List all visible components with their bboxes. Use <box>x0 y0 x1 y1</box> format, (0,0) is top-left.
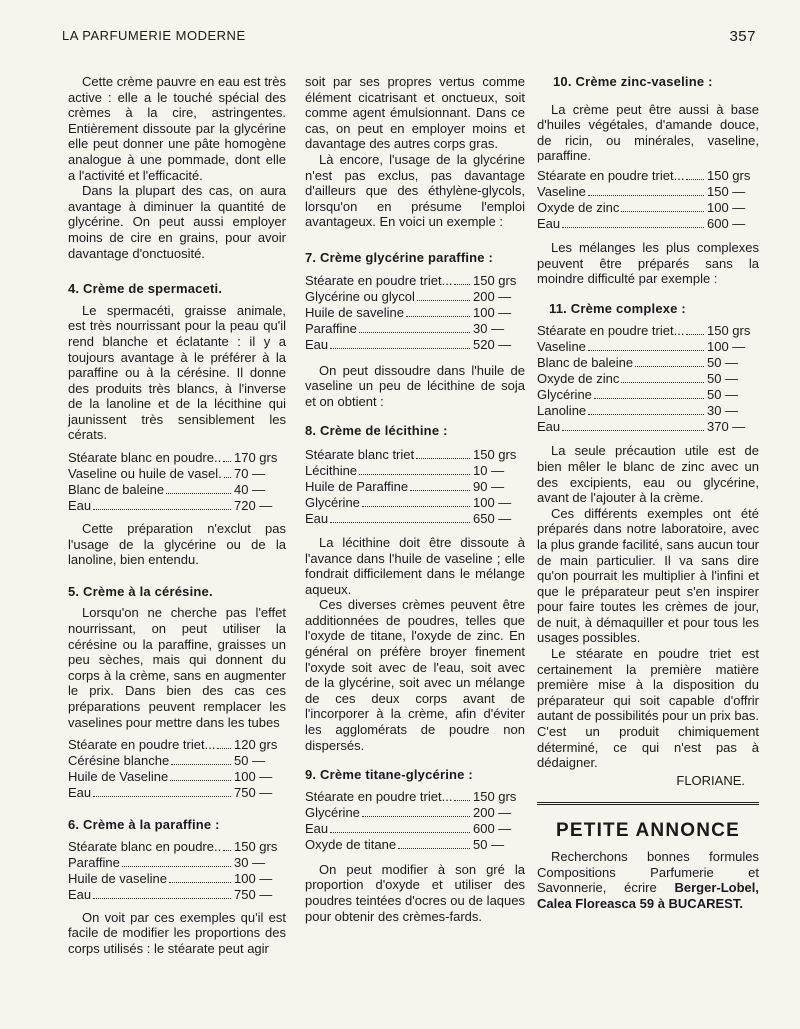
ingredient-name: Stéarate en poudre triet... <box>305 272 453 288</box>
ingredient-name: Paraffine <box>305 320 357 336</box>
recipe-row <box>537 184 759 200</box>
recipe-row <box>537 200 759 216</box>
ingredient-quantity: 40 — <box>234 482 266 498</box>
ingredient-name: Stéarate blanc en poudre.. <box>68 450 222 466</box>
leader-dots <box>330 832 470 833</box>
paragraph: Ces diverses crèmes peuvent être additionnées de poudres, telles que l'oxyde de titane, l'oxyde de zinc. En général on préfère broyer finement l'oxyde soit avec de l'eau, soit avec de la glycérine, soit avec un mélange de ces deux corps avant de l'incorporer à la crème, afin d'éviter les agglomérats de poudre non dispersés. <box>305 597 525 753</box>
recipe-row <box>305 305 525 321</box>
ingredient-name: Eau <box>68 498 92 514</box>
recipe-table <box>305 273 525 353</box>
leader-dots <box>330 522 470 523</box>
leader-dots <box>93 796 231 797</box>
ingredient-name: Blanc de baleine <box>537 355 634 371</box>
signature: FLORIANE. <box>676 772 745 788</box>
ingredient-name: Eau <box>305 336 329 352</box>
leader-dots <box>562 227 704 228</box>
paragraph: Ces différents exemples ont été préparés dans notre laboratoire, avec la plus grande facilité, sans aucun tour de main particulier. Il va sans dire qu'on pourrait les multiplier à l'infini et que le préparateur peut s'en inspirer pour faire toutes les crèmes de jour, de nuit, à démaquiller et pour tous les usages possibles. <box>537 505 759 646</box>
ad-contact: Berger-Lobel, Calea Floreasca 59 à BUCAREST. <box>537 880 759 911</box>
journal-title: LA PARFUMERIE MODERNE <box>62 28 246 43</box>
ingredient-name: Oxyde de zinc <box>537 199 620 215</box>
ingredient-name: Cérésine blanche <box>68 753 170 769</box>
ingredient-name: Eau <box>537 215 561 231</box>
ingredient-name: Stéarate en poudre triet... <box>537 323 685 339</box>
divider <box>537 802 759 805</box>
paragraph: On voit par ces exemples qu'il est facile de modifier les proportions des corps utilisés : le stéarate peut agir <box>68 909 286 956</box>
ingredient-quantity: 100 — <box>234 870 273 886</box>
leader-dots <box>93 509 231 510</box>
column-1 <box>68 74 286 957</box>
ingredient-quantity: 50 — <box>707 371 739 387</box>
paragraph: La crème peut être aussi à base d'huiles végétales, d'amande douce, de ricin, ou minérales, vaseline, paraffine. <box>537 101 759 164</box>
recipe-row <box>305 821 525 837</box>
leader-dots <box>217 748 231 749</box>
recipe-row <box>537 403 759 419</box>
ingredient-name: Huile de Paraffine <box>305 478 409 494</box>
leader-dots <box>454 284 470 285</box>
ingredient-quantity: 150 grs <box>707 323 751 339</box>
recipe-row <box>68 855 286 871</box>
ingredient-quantity: 50 — <box>707 355 739 371</box>
leader-dots <box>122 866 231 867</box>
paragraph: Le stéarate en poudre triet est certainement la première matière première mise à la disposition du préparateur qui soit capable d'offrir autant de possibilités pour un prix bas. C'est un produit chimiquement déterminé, ce qui n'est pas à dédaigner. <box>537 646 759 771</box>
ingredient-name: Lanoline <box>537 403 587 419</box>
column-2 <box>305 74 525 924</box>
ad-text-body: Recherchons bonnes formules Compositions Parfumerie et Savonnerie, écrire <box>537 849 759 896</box>
recipe-row <box>305 495 525 511</box>
recipe-row <box>305 837 525 853</box>
paragraph: On peut dissoudre dans l'huile de vaseline un peu de lécithine de soja et on obtient : <box>305 362 525 409</box>
recipe-row <box>68 887 286 903</box>
ingredient-quantity: 650 — <box>473 510 512 526</box>
recipe-row <box>537 371 759 387</box>
column-3 <box>537 74 759 911</box>
recipe-row <box>537 387 759 403</box>
ingredient-quantity: 600 — <box>707 215 746 231</box>
recipe-row <box>537 168 759 184</box>
ingredient-quantity: 720 — <box>234 498 273 514</box>
ingredient-quantity: 200 — <box>473 804 512 820</box>
ingredient-name: Oxyde de titane <box>305 836 397 852</box>
recipe-row <box>305 789 525 805</box>
leader-dots <box>223 461 231 462</box>
ingredient-name: Huile de vaseline <box>68 870 168 886</box>
recipe-table <box>305 789 525 853</box>
leader-dots <box>588 414 704 415</box>
section-heading: 4. Crème de spermaceti. <box>68 281 223 297</box>
leader-dots <box>410 490 470 491</box>
paragraph: Cette préparation n'exclut pas l'usage de la glycérine ou de la lanoline, bien entendu. <box>68 521 286 568</box>
paragraph: soit par ses propres vertus comme élément cicatrisant et onctueux, soit comme agent émulsionnant. Dans ce cas, on peut en employer moins et davantage des autres corps gras. <box>305 74 525 152</box>
paragraph: On peut modifier à son gré la proportion d'oxyde et utiliser des poudres teintées d'ocres ou de laques pour obtenir des crèmes-fards. <box>305 861 525 924</box>
ingredient-name: Blanc de baleine <box>68 482 165 498</box>
leader-dots <box>169 882 231 883</box>
ingredient-name: Eau <box>68 785 92 801</box>
ingredient-quantity: 150 grs <box>473 788 517 804</box>
ad-text <box>537 849 759 911</box>
leader-dots <box>224 477 231 478</box>
recipe-row <box>68 498 286 514</box>
ingredient-name: Glycérine <box>305 804 360 820</box>
paragraph: La seule précaution utile est de bien mêler le blanc de zinc avec un des excipients, eau ou glycérine, avant de l'ajouter à la crème. <box>537 443 759 506</box>
recipe-row <box>68 769 286 785</box>
paragraph: Dans la plupart des cas, on aura avantage à diminuer la quantité de glycérine. On peut aussi employer moins de cire en grains, pour avoir davantage d'onctuosité. <box>68 183 286 261</box>
recipe-row <box>305 805 525 821</box>
ingredient-quantity: 520 — <box>473 336 512 352</box>
ingredient-quantity: 600 — <box>473 820 512 836</box>
ingredient-name: Glycérine <box>305 494 360 510</box>
leader-dots <box>330 348 470 349</box>
ingredient-name: Lécithine <box>305 462 358 478</box>
leader-dots <box>417 300 470 301</box>
leader-dots <box>686 334 704 335</box>
ad-title: PETITE ANNONCE <box>556 820 740 842</box>
leader-dots <box>562 430 704 431</box>
leader-dots <box>93 898 231 899</box>
leader-dots <box>588 195 704 196</box>
recipe-row <box>537 339 759 355</box>
recipe-row <box>305 273 525 289</box>
ingredient-quantity: 370 — <box>707 419 746 435</box>
ingredient-quantity: 170 grs <box>234 450 278 466</box>
ingredient-quantity: 30 — <box>473 320 505 336</box>
recipe-row <box>305 447 525 463</box>
ingredient-name: Eau <box>305 820 329 836</box>
paragraph: La lécithine doit être dissoute à l'avance dans l'huile de vaseline ; elle fondrait difficilement dans le mélange aqueux. <box>305 534 525 597</box>
section-heading: 5. Crème à la cérésine. <box>68 583 213 599</box>
leader-dots <box>223 850 231 851</box>
recipe-table <box>68 839 286 903</box>
section-heading: 8. Crème de lécithine : <box>305 423 448 439</box>
recipe-row <box>68 482 286 498</box>
leader-dots <box>171 764 231 765</box>
ingredient-quantity: 100 — <box>234 769 273 785</box>
recipe-row <box>305 337 525 353</box>
recipe-table <box>68 450 286 514</box>
leader-dots <box>635 366 704 367</box>
recipe-row <box>537 355 759 371</box>
ingredient-name: Stéarate en poudre triet... <box>305 788 453 804</box>
ingredient-name: Stéarate blanc en poudre.. <box>68 838 222 854</box>
ingredient-quantity: 10 — <box>473 462 505 478</box>
ingredient-name: Huile de Vaseline <box>68 769 169 785</box>
leader-dots <box>621 211 704 212</box>
ingredient-quantity: 100 — <box>473 304 512 320</box>
section-heading: 6. Crème à la paraffine : <box>68 817 220 833</box>
ingredient-quantity: 200 — <box>473 288 512 304</box>
ingredient-name: Glycérine <box>537 387 592 403</box>
ingredient-name: Stéarate en poudre triet... <box>68 737 216 753</box>
recipe-row <box>68 466 286 482</box>
section-heading: 7. Crème glycérine paraffine : <box>305 249 494 265</box>
ingredient-quantity: 50 — <box>707 387 739 403</box>
leader-dots <box>359 474 470 475</box>
recipe-row <box>305 479 525 495</box>
leader-dots <box>166 493 231 494</box>
ingredient-quantity: 750 — <box>234 785 273 801</box>
paragraph: Les mélanges les plus complexes peuvent être préparés sans la moindre difficulté par exemple : <box>537 239 759 287</box>
recipe-table <box>537 168 759 232</box>
leader-dots <box>454 800 470 801</box>
leader-dots <box>362 816 470 817</box>
recipe-row <box>537 419 759 435</box>
paragraph: Cette crème pauvre en eau est très active : elle a le touché spécial des crèmes à la cire, astringentes. Entièrement dissoute par la glycérine elle peut donner une pâte homogène analogue à une pommade, dont elle a l'activité et l'efficacité. <box>68 74 286 183</box>
ingredient-quantity: 150 grs <box>473 446 517 462</box>
recipe-row <box>537 216 759 232</box>
ingredient-name: Vaseline ou huile de vasel. <box>68 466 222 482</box>
ingredient-quantity: 150 grs <box>707 167 751 183</box>
leader-dots <box>588 350 704 351</box>
recipe-row <box>537 323 759 339</box>
page-number: 357 <box>729 28 756 45</box>
page-header <box>62 28 756 48</box>
leader-dots <box>398 848 470 849</box>
ingredient-quantity: 30 — <box>234 854 266 870</box>
paragraph: Le spermacéti, graisse animale, est très nourrissant pour la peau qu'il rend blanche et éclatante : il y a toujours avantage à le préférer à la paraffine ou à la cérésine. Il donne des produits très blancs, à l'inverse de la lanoline et de la lécithine qui jaunissent très sensiblement les cérats. <box>68 302 286 443</box>
recipe-table <box>537 323 759 435</box>
ingredient-name: Glycérine ou glycol <box>305 288 415 304</box>
recipe-table <box>305 447 525 527</box>
ingredient-quantity: 50 — <box>473 836 505 852</box>
ingredient-name: Paraffine <box>68 854 120 870</box>
recipe-row <box>68 871 286 887</box>
recipe-row <box>68 737 286 753</box>
ingredient-quantity: 100 — <box>707 199 746 215</box>
recipe-row <box>68 785 286 801</box>
ingredient-name: Huile de saveline <box>305 304 405 320</box>
leader-dots <box>416 458 470 459</box>
ingredient-quantity: 50 — <box>234 753 266 769</box>
section-heading: 11. Crème complexe : <box>549 300 686 316</box>
ingredient-quantity: 150 grs <box>234 838 278 854</box>
ingredient-name: Eau <box>305 510 329 526</box>
section-heading: 9. Crème titane-glycérine : <box>305 767 473 783</box>
ingredient-quantity: 100 — <box>473 494 512 510</box>
section-heading: 10. Crème zinc-vaseline : <box>553 74 713 89</box>
ingredient-quantity: 750 — <box>234 886 273 902</box>
leader-dots <box>359 332 470 333</box>
ingredient-quantity: 120 grs <box>234 737 278 753</box>
paragraph: Là encore, l'usage de la glycérine n'est pas exclus, pas davantage d'ailleurs que des éthylène-glycols, lorsqu'on en présume l'emploi avantageux. En voici un exemple : <box>305 151 525 230</box>
recipe-row <box>68 753 286 769</box>
ingredient-name: Oxyde de zinc <box>537 371 620 387</box>
recipe-row <box>305 463 525 479</box>
ingredient-quantity: 30 — <box>707 403 739 419</box>
ingredient-quantity: 70 — <box>234 466 266 482</box>
ingredient-name: Eau <box>68 886 92 902</box>
ingredient-name: Vaseline <box>537 183 586 199</box>
ingredient-name: Stéarate blanc triet <box>305 446 415 462</box>
ingredient-quantity: 100 — <box>707 339 746 355</box>
recipe-row <box>305 289 525 305</box>
leader-dots <box>406 316 470 317</box>
leader-dots <box>686 179 704 180</box>
leader-dots <box>170 780 231 781</box>
recipe-row <box>305 511 525 527</box>
ingredient-name: Eau <box>537 419 561 435</box>
paragraph: Lorsqu'on ne cherche pas l'effet nourrissant, on peut utiliser la cérésine ou la paraffine, graisses un peu sèches, mais qui donnent du corps à la crème, sans en augmenter le prix. Dans bien des cas ces préparations peuvent remplacer les vaselines pour mettre dans les tubes <box>68 605 286 730</box>
leader-dots <box>362 506 470 507</box>
recipe-row <box>68 839 286 855</box>
ingredient-name: Vaseline <box>537 339 586 355</box>
leader-dots <box>621 382 704 383</box>
recipe-table <box>68 737 286 801</box>
recipe-row <box>68 450 286 466</box>
leader-dots <box>594 398 704 399</box>
ingredient-quantity: 90 — <box>473 478 505 494</box>
ingredient-name: Stéarate en poudre triet... <box>537 167 685 183</box>
ingredient-quantity: 150 grs <box>473 272 517 288</box>
ingredient-quantity: 150 — <box>707 183 746 199</box>
recipe-row <box>305 321 525 337</box>
